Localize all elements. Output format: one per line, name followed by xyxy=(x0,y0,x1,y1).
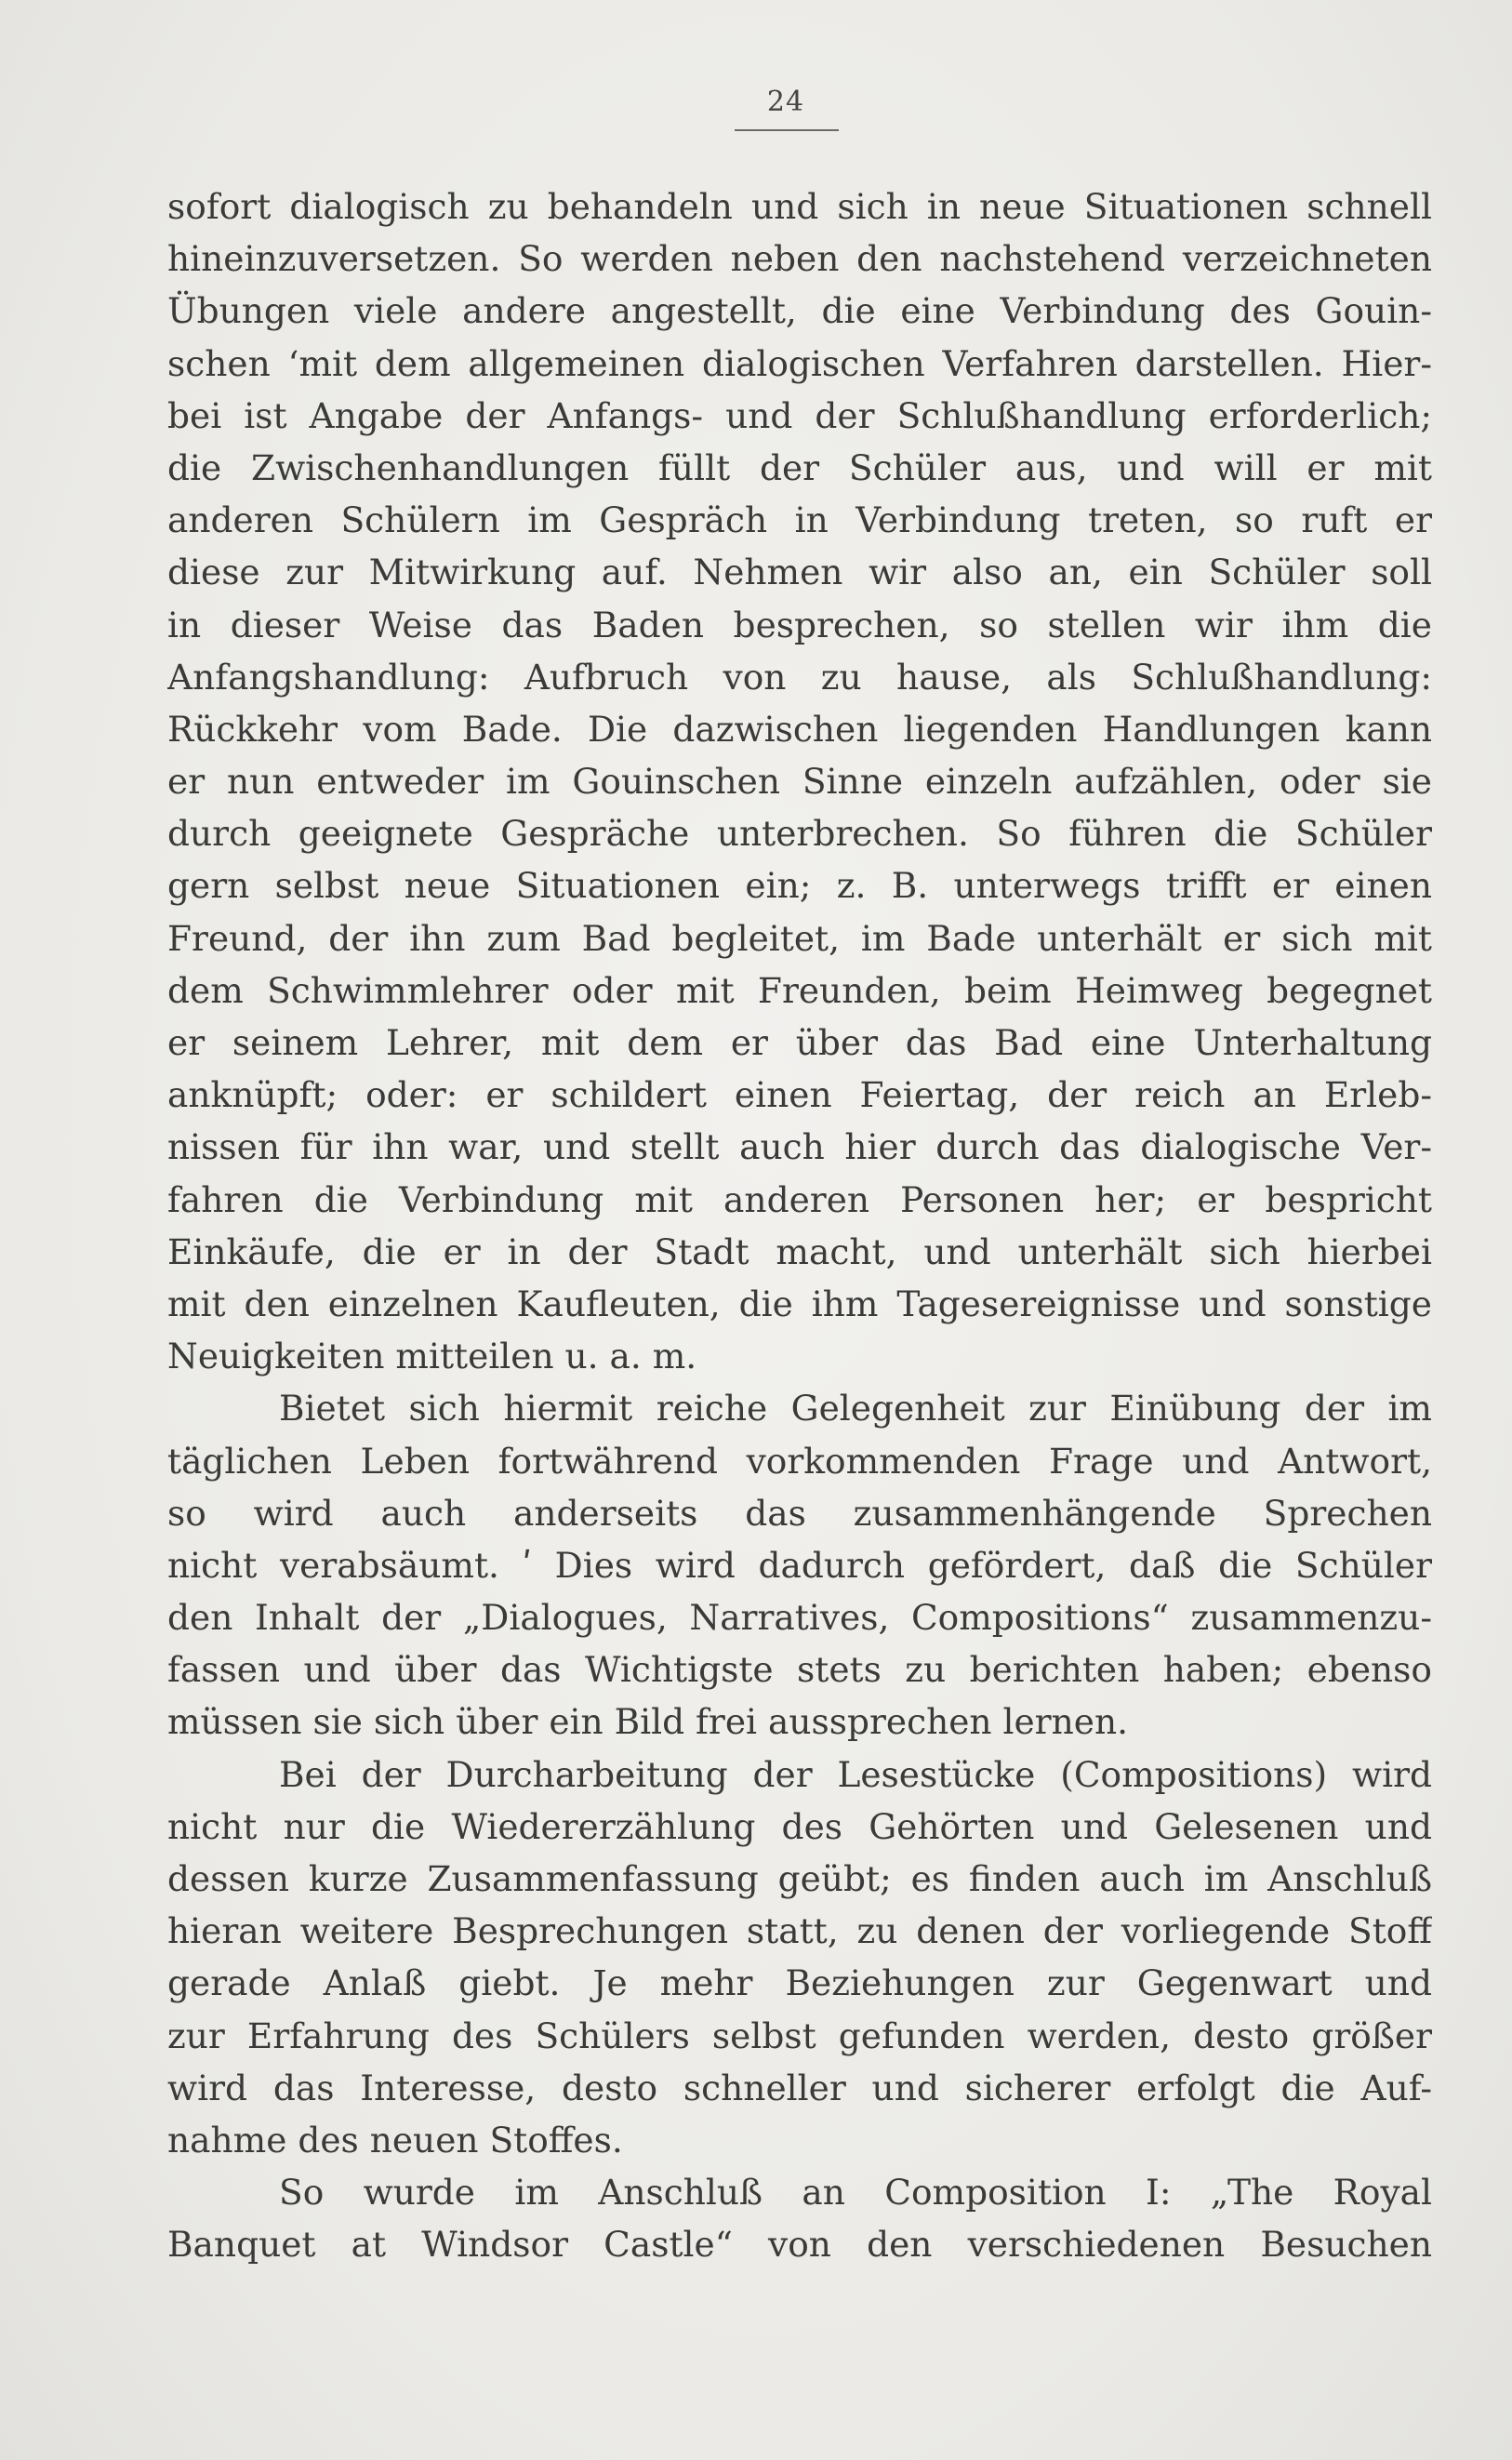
text-line: sofort dialogisch zu behandeln und sich in neue Situationen schnell xyxy=(167,186,1432,227)
text-line: So wurde im Anschluß an Composition I: „The Royal xyxy=(279,2172,1432,2214)
text-line: diese zur Mitwirkung auf. Nehmen wir also an, ein Schüler soll xyxy=(167,552,1432,593)
text-line: Rückkehr vom Bade. Die dazwischen liegenden Handlungen kann xyxy=(167,708,1432,750)
text-line: Einkäufe, die er in der Stadt macht, und unterhält sich hierbei xyxy=(167,1230,1432,1272)
text-line: Bietet sich hiermit reiche Gelegenheit zur Einübung der im xyxy=(279,1388,1432,1429)
text-line: Übungen viele andere angestellt, die eine Verbindung des Gouin- xyxy=(167,290,1432,332)
text-line: mit den einzelnen Kaufleuten, die ihm Tagesereignisse und sonstige xyxy=(167,1283,1432,1324)
text-line: den Inhalt der „Dialogues, Narratives, Compositions“ zusammenzu- xyxy=(167,1597,1432,1639)
text-line: wird das Interesse, desto schneller und sicherer erfolgt die Auf- xyxy=(167,2067,1432,2108)
text-line: so wird auch anderseits das zusammenhängende Sprechen xyxy=(167,1492,1432,1534)
text-line: Neuigkeiten mitteilen u. a. m. xyxy=(167,1336,697,1377)
text-line: nicht nur die Wiedererzählung des Gehörten und Gelesenen und xyxy=(167,1805,1432,1847)
text-line: in dieser Weise das Baden besprechen, so stellen wir ihm die xyxy=(167,604,1432,645)
text-line: er seinem Lehrer, mit dem er über das Bad eine Unterhaltung xyxy=(167,1022,1432,1063)
text-line: nahme des neuen Stoffes. xyxy=(167,2119,623,2161)
text-line: gerade Anlaß giebt. Je mehr Beziehungen zur Gegenwart und xyxy=(167,1962,1432,2004)
text-line: dem Schwimmlehrer oder mit Freunden, beim Heimweg begegnet xyxy=(167,969,1432,1011)
paragraph-3 xyxy=(167,1749,1432,2167)
text-line: hineinzuversetzen. So werden neben den nachstehend verzeichneten xyxy=(167,238,1432,280)
text-line: dessen kurze Zusammenfassung geübt; es finden auch im Anschluß xyxy=(167,1858,1432,1899)
text-line: nissen für ihn war, und stellt auch hier durch das dialogische Ver- xyxy=(167,1126,1432,1168)
paragraph-1 xyxy=(167,180,1432,1382)
paragraph-4 xyxy=(167,2166,1432,2270)
text-line: hieran weitere Besprechungen statt, zu denen der vorliegende Stoff xyxy=(167,1910,1432,1952)
text-line: Bei der Durcharbeitung der Lesestücke (Compositions) wird xyxy=(279,1753,1432,1795)
paragraph-2 xyxy=(167,1382,1432,1748)
text-line: fahren die Verbindung mit anderen Personen her; er bespricht xyxy=(167,1178,1432,1220)
text-line: anderen Schülern im Gespräch in Verbindung treten, so ruft er xyxy=(167,499,1432,541)
text-line: die Zwischenhandlungen füllt der Schüler aus, und will er mit xyxy=(167,446,1432,488)
body-text xyxy=(167,180,1432,2271)
text-line: schen ʻmit dem allgemeinen dialogischen Verfahren darstellen. Hier- xyxy=(167,342,1432,384)
text-line: durch geeignete Gespräche unterbrechen. So führen die Schüler xyxy=(167,813,1432,855)
text-line: gern selbst neue Situationen ein; z. B. unterwegs trifft er einen xyxy=(167,865,1432,907)
text-line: fassen und über das Wichtigste stets zu berichten haben; ebenso xyxy=(167,1649,1432,1691)
text-line: müssen sie sich über ein Bild frei aussprechen lernen. xyxy=(167,1701,1129,1743)
text-line: zur Erfahrung des Schülers selbst gefunden werden, desto größer xyxy=(167,2015,1432,2056)
text-line: täglichen Leben fortwährend vorkommenden Frage und Antwort, xyxy=(167,1440,1432,1482)
text-line: anknüpft; oder: er schildert einen Feiertag, der reich an Erleb- xyxy=(167,1074,1432,1116)
text-line: er nun entweder im Gouinschen Sinne einzeln aufzählen, oder sie xyxy=(167,761,1432,803)
page-number-rule xyxy=(735,129,839,131)
text-line: Banquet at Windsor Castle“ von den verschiedenen Besuchen xyxy=(167,2224,1432,2266)
text-line: Freund, der ihn zum Bad begleitet, im Bade unterhält er sich mit xyxy=(167,917,1432,959)
text-line: nicht verabsäumt. ʹ Dies wird dadurch gefördert, daß die Schüler xyxy=(167,1544,1432,1586)
page-number: 24 xyxy=(766,86,805,118)
text-line: Anfangshandlung: Aufbruch von zu hause, als Schlußhandlung: xyxy=(167,656,1432,698)
text-line: bei ist Angabe der Anfangs- und der Schlußhandlung erforderlich; xyxy=(167,394,1432,436)
